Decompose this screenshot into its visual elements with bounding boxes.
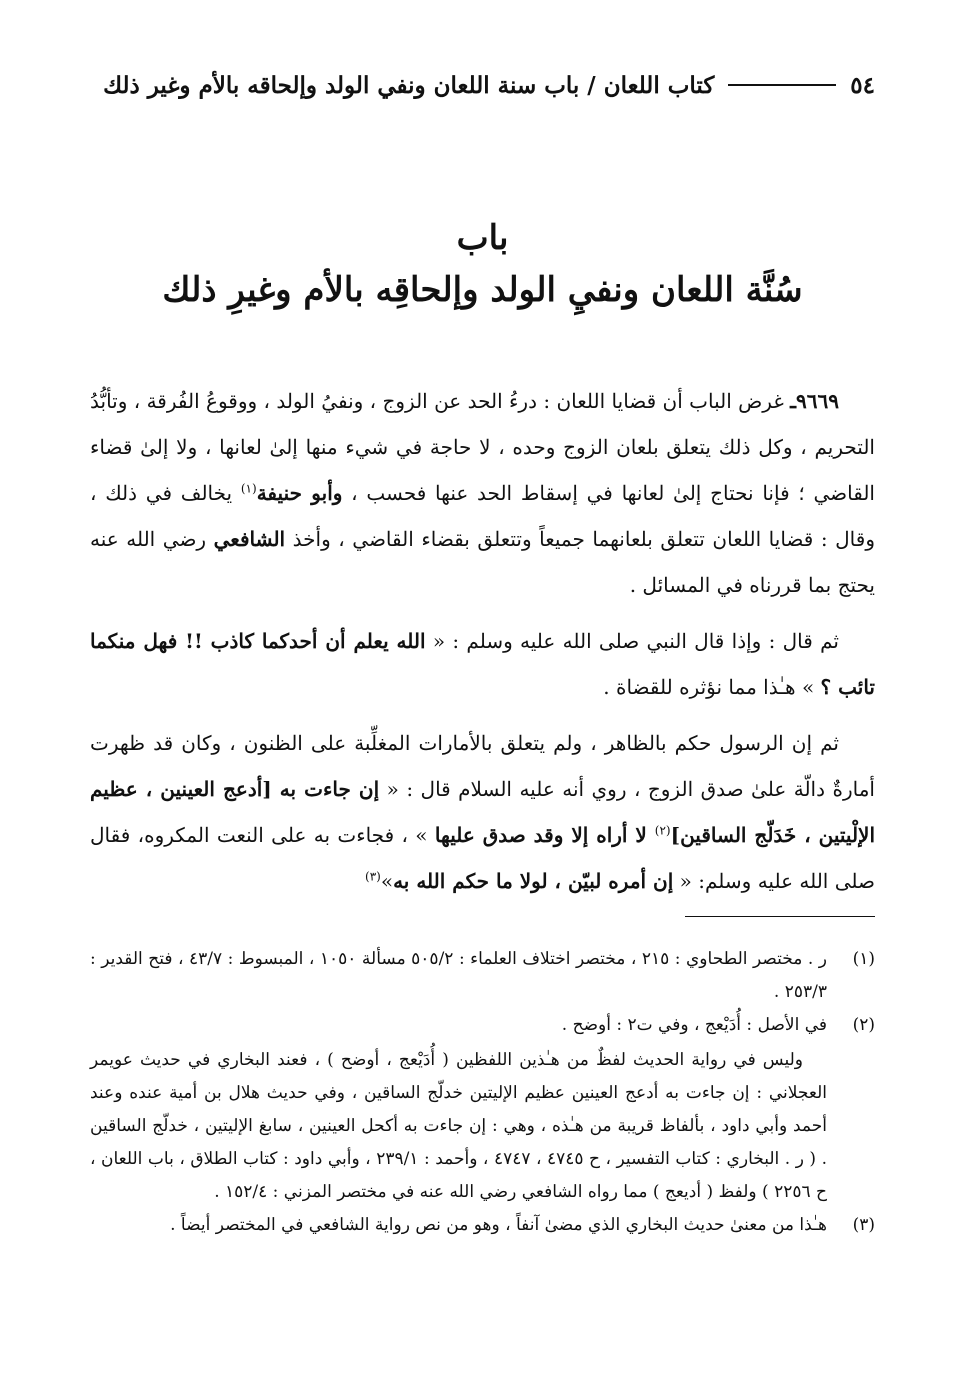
p1-text-b: يخالف في ذلك ، وقال : قضايا اللعان تتعلق بلعانهما جميعاً وتتعلق بقضاء القاضي ، وأخذ <box>90 481 875 551</box>
running-header <box>90 72 875 112</box>
paragraph-1 <box>90 378 875 608</box>
p2-quote: الله يعلم أن أحدكما كاذب !! فهل منكما تائب ؟ <box>90 629 875 699</box>
p2-text-b: » هـٰذا مما نؤثره للقضاة . <box>603 675 821 699</box>
p1-abu-hanifa: وأبو حنيفة <box>256 481 343 505</box>
p2-text-a: ثم قال : وإذا قال النبي صلى الله عليه وسلم : « <box>425 629 839 653</box>
p1-shafii: الشافعي <box>213 527 286 551</box>
paragraph-2 <box>90 618 875 710</box>
page-number: ٥٤ <box>850 72 875 99</box>
footnote-body <box>90 1009 827 1209</box>
footnote-ref-1: (١) <box>240 481 257 496</box>
p1-text-c: رضي الله عنه يحتج بما قررناه في المسائل . <box>90 527 875 597</box>
p3-text-a: ثم إن الرسول حكم بالظاهر ، ولم يتعلق بالأمارات المغلِّبة على الظنون ، وكان قد ظهرت أمارةٌ دالّة علىٰ صدق الزوج ، روي أنه عليه السلام قال : « <box>90 731 875 801</box>
book-page <box>90 72 875 1242</box>
p3-quote-3: إن أمره لبيّن ، لولا ما حكم الله به <box>393 869 674 893</box>
paragraph-3 <box>90 720 875 904</box>
chapter-heading <box>90 212 875 316</box>
p3-text-c: » <box>380 869 394 893</box>
footnotes <box>90 943 875 1242</box>
header-rule <box>728 84 836 86</box>
footnote-number: (٣) <box>852 1215 875 1235</box>
footnote-text: في الأصل : أُدَيْعج ، وفي ت٢ : أوضح . <box>561 1015 827 1035</box>
body-text <box>90 378 875 904</box>
running-title: كتاب اللعان / باب سنة اللعان ونفي الولد وإلحاقه بالأم وغير ذلك <box>103 72 715 99</box>
footnote-number: (٢) <box>852 1015 875 1035</box>
footnote-2 <box>90 1009 875 1209</box>
p3-quote-1: إن جاءت به [أدعج العينين ، عظيم الإلْيتين ، خَدَلّج الساقين] <box>90 777 876 847</box>
footnote-ref-3: (٣) <box>365 869 381 884</box>
p3-quote-2: لا أراه إلا وقد صدق عليها <box>434 823 655 847</box>
p3-text-b: » ، فجاءت به على النعت المكروه، فقال صلى الله عليه وسلم: « <box>90 823 875 893</box>
footnote-paragraph: وليس في رواية الحديث لفظٌ من هـٰذين اللفظين ( أُدَيْعج ، أوضح ) ، فعند البخاري في حديث عويمر العجلاني : إن جاءت به أدعج العينين عظيم الإليتين خدلّج الساقين ، وفي حديث هلال بن أمية عنده وعند أحمد وأبي داود ، بألفاظ قريبة من هـٰذه ، وهي : إن جاءت به أكحل العينين ، سابغ الإليتين ، خدلّج الساقين . ( ر . البخاري : كتاب التفسير ، ح ٤٧٤٥ ، ٤٧٤٧ ، وأحمد : ٢٣٩/١ ، وأبي داود : كتاب الطلاق ، باب اللعان ، ح ٢٢٥٦ ) ولفظ ( أديعج ) مما رواه الشافعي رضي الله عنه في مختصر المزني : ١٥٢/٤ . <box>90 1050 827 1202</box>
issue-number: ٩٦٦٩ـ <box>790 389 839 413</box>
chapter-label: باب <box>456 218 509 258</box>
footnote-number: (١) <box>852 949 875 969</box>
footnote-separator <box>685 916 875 917</box>
footnote-text: هـٰذا من معنىٰ حديث البخاري الذي مضىٰ آنفاً ، وهو من نص رواية الشافعي في المختصر أيضاً . <box>170 1215 827 1235</box>
footnote-text: ر . مختصر الطحاوي : ٢١٥ ، مختصر اختلاف العلماء : ٥٠٥/٢ مسألة ١٠٥٠ ، المبسوط : ٤٣/٧ ، فتح القدير : ٢٥٣/٣ . <box>90 949 827 1002</box>
footnote-1 <box>90 943 875 1009</box>
footnote-3 <box>90 1209 875 1242</box>
chapter-title: سُنَّة اللعان ونفيِ الولد وإلحاقِه بالأم وغيرِ ذلك <box>162 270 803 310</box>
footnote-ref-2: (٢) <box>654 823 671 838</box>
p1-text-a: غرض الباب أن قضايا اللعان : درءُ الحد عن الزوج ، ونفيُ الولد ، ووقوعُ الفُرقة ، وتأبُّدُ التحريم ، وكل ذلك يتعلق بلعان الزوج وحده ، لا حاجة في شيء منها إلىٰ لعانها ، ولا إلىٰ قضاء القاضي ؛ فإنا نحتاج إلىٰ لعانها في إسقاط الحد عنها فحسب ، <box>90 389 875 505</box>
